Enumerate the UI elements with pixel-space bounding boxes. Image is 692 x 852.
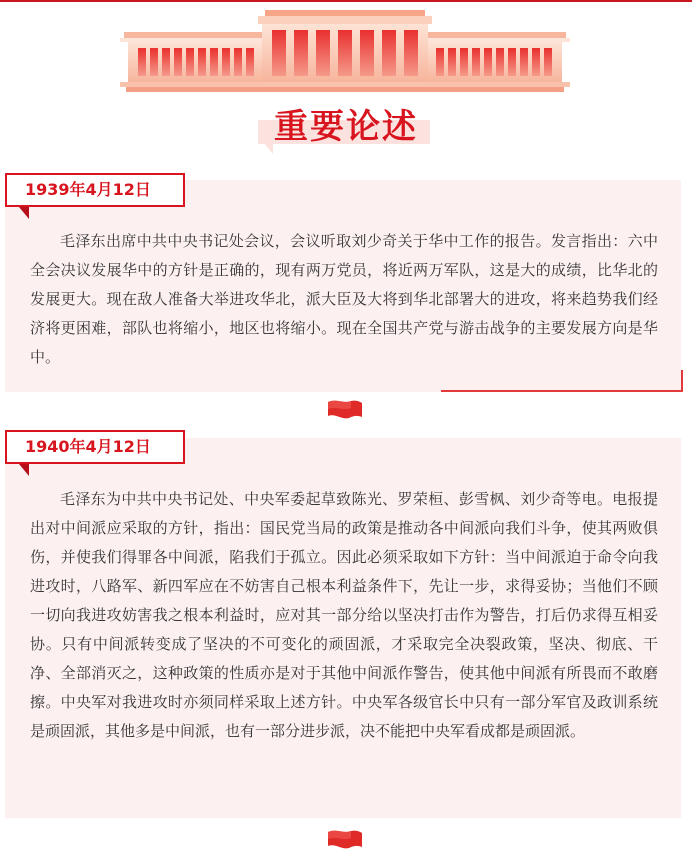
top-divider-line bbox=[0, 0, 692, 2]
card-corner-decoration bbox=[441, 370, 683, 392]
entry-date: 1940年4月12日 bbox=[5, 430, 185, 464]
page-title: 重要论述 bbox=[274, 107, 418, 147]
date-tab-fold bbox=[19, 207, 29, 219]
entry-date: 1939年4月12日 bbox=[5, 173, 185, 207]
red-flag-icon bbox=[327, 398, 363, 420]
red-flag-icon bbox=[327, 828, 363, 850]
hall-building-icon bbox=[120, 10, 570, 94]
entry-text: 毛泽东为中共中央书记处、中央军委起草致陈光、罗荣桓、彭雪枫、刘少奇等电。电报提出对中间派应采取的方针，指出：国民党当局的政策是推动各中间派向我们斗争，使其两败俱伤，并使我们得罪各中间派，陷我们于孤立。因此必须采取如下方针：当中间派迫于命令向我进攻时，八路军、新四军应在不妨害自己根本利益条件下，先让一步，求得妥协；当他们不顾一切向我进攻妨害我之根本利益时，应对其一部分给以坚决打击作为警告，打后仍求得互相妥协。只有中间派转变成了坚决的不可变化的顽固派，才采取完全决裂政策，坚决、彻底、干净、全部消灭之，这种政策的性质亦是对于其他中间派作警告，使其他中间派有所畏而不敢磨擦。中央军对我进攻时亦须同样采取上述方针。中央军各级官长中只有一部分军官及政训系统是顽固派，其他多是中间派，也有一部分进步派，决不能把中央军看成都是顽固派。 bbox=[30, 490, 658, 740]
entry-text: 毛泽东出席中共中央书记处会议，会议听取刘少奇关于华中工作的报告。发言指出：六中全会决议发展华中的方针是正确的，现有两万党员，将近两万军队，这是大的成绩，比华北的发展更大。现在敌人准备大举进攻华北，派大臣及大将到华北部署大的进攻，将来趋势我们经济将更困难，部队也将缩小，地区也将缩小。现在全国共产党与游击战争的主要发展方向是华中。 bbox=[30, 232, 658, 366]
date-tab-fold bbox=[19, 464, 29, 476]
